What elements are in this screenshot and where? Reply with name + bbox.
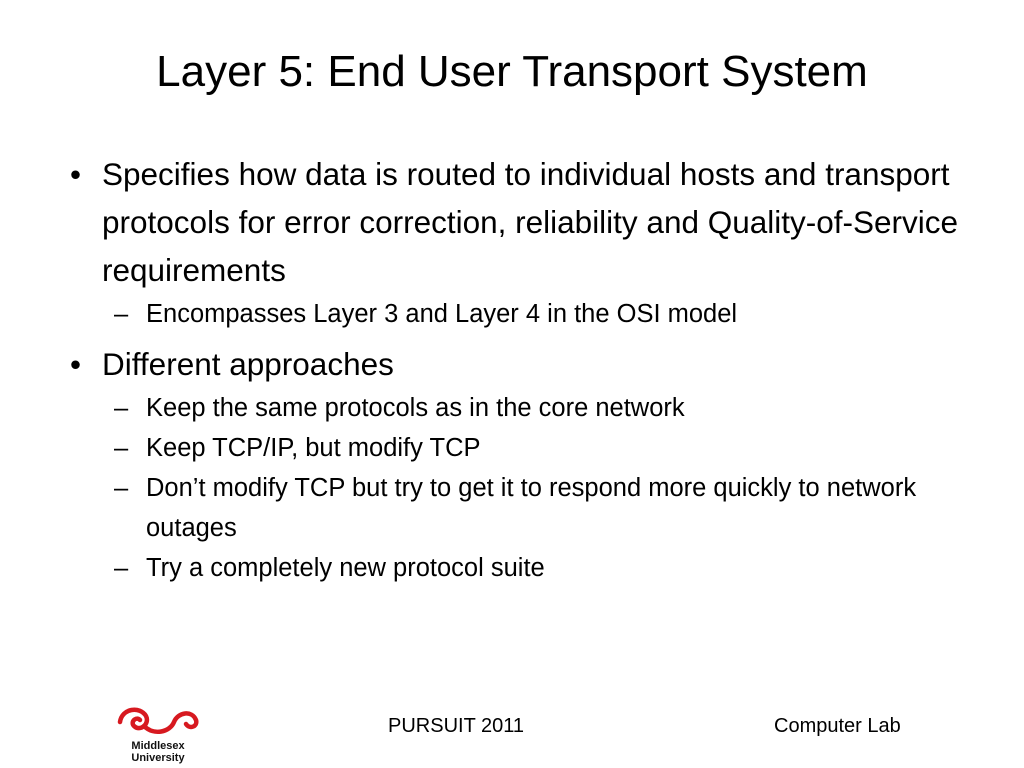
dash-mark: – xyxy=(114,300,129,328)
bullet-text: Different approaches xyxy=(102,346,394,382)
dash-mark: – xyxy=(114,394,129,422)
bullet-text: Specifies how data is routed to individual hosts and transport protocols for error correction, reliability and Quality-of-Service requirements xyxy=(102,156,959,288)
sub-bullet-text: Encompasses Layer 3 and Layer 4 in the OSI model xyxy=(146,300,738,328)
bullet-list xyxy=(70,150,970,588)
footer-event: PURSUIT 2011 xyxy=(388,715,524,737)
sub-bullet-text: Don’t modify TCP but try to get it to respond more quickly to network outages xyxy=(146,474,917,542)
bullet-item xyxy=(70,340,970,388)
swirl-logo-icon xyxy=(110,702,206,738)
dash-mark: – xyxy=(114,434,129,462)
sub-bullet-text: Try a completely new protocol suite xyxy=(146,554,545,582)
logo-text-line1: Middlesex xyxy=(131,740,185,752)
logo-text-line2: University xyxy=(131,752,185,764)
sub-bullet-text: Keep the same protocols as in the core network xyxy=(146,394,685,422)
footer-lab: Computer Lab xyxy=(774,715,901,737)
sub-bullet-item xyxy=(114,428,970,468)
bullet-mark: • xyxy=(70,346,82,382)
slide-title: Layer 5: End User Transport System xyxy=(156,47,868,96)
sub-bullet-item xyxy=(114,468,970,548)
university-logo xyxy=(110,702,206,764)
sub-bullet-item xyxy=(114,548,970,588)
bullet-mark: • xyxy=(70,156,82,192)
sub-bullet-item xyxy=(114,294,970,334)
dash-mark: – xyxy=(114,554,129,582)
sub-bullet-text: Keep TCP/IP, but modify TCP xyxy=(146,434,481,462)
sub-bullet-item xyxy=(114,388,970,428)
dash-mark: – xyxy=(114,474,129,502)
bullet-item xyxy=(70,150,970,294)
